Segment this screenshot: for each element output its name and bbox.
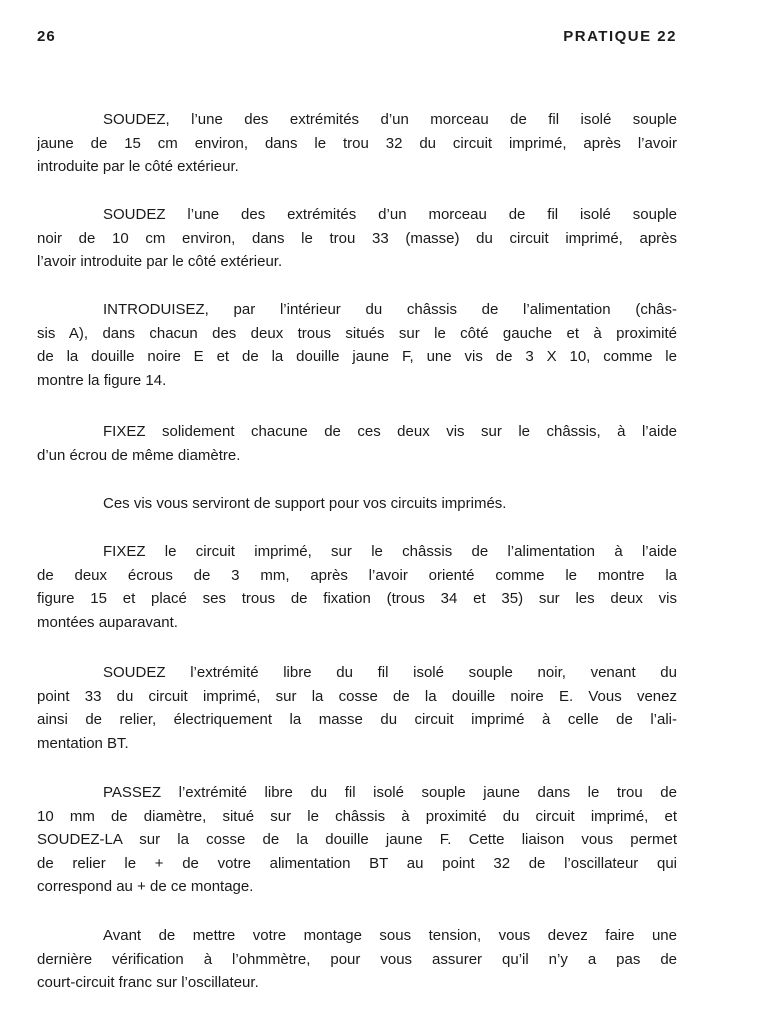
text-line: figure 15 et placé ses trous de fixation (trous 34 et 35) sur les deux vis [37,590,677,607]
text-line: court-circuit franc sur l’oscillateur. [37,974,259,991]
paragraph-solder-black-end [37,661,677,755]
text-line: introduite par le côté extérieur. [37,158,239,175]
text-line: d’un écrou de même diamètre. [37,446,241,464]
paragraph-fix-circuit [37,540,677,634]
text-line: FIXEZ solidement chacune de ces deux vis sur le châssis, à l’aide [103,423,677,440]
text-line: dernière vérification à l’ohmmètre, pour vous assurer qu’il n’y a pas de [37,950,677,968]
text-line: Avant de mettre votre montage sous tension, vous devez faire une [103,927,677,944]
section-title: PRATIQUE 22 [563,28,677,45]
text-line: mentation BT. [37,734,129,752]
text-line: correspond au + de ce montage. [37,878,254,895]
text-line: SOUDEZ, l’une des extrémités d’un morceau de fil isolé souple [103,111,677,128]
text-line: de la douille noire E et de la douille jaune F, une vis de 3 X 10, comme le [37,348,677,365]
text-line: montées auparavant. [37,613,178,631]
text-line: de deux écrous de 3 mm, après l’avoir orienté comme le montre la [37,566,677,584]
text-line: SOUDEZ-LA sur la cosse de la douille jaune F. Cette liaison vous permet [37,831,677,848]
text-line: jaune de 15 cm environ, dans le trou 32 du circuit imprimé, après l’avoir [37,134,677,152]
text-line: noir de 10 cm environ, dans le trou 33 (masse) du circuit imprimé, après [37,229,677,247]
text-line: Ces vis vous serviront de support pour vos circuits imprimés. [103,495,507,512]
page-number: 26 [37,28,56,45]
paragraph-screws-support [37,492,677,516]
text-line: ainsi de relier, électriquement la masse du circuit imprimé à celle de l’ali- [37,711,677,728]
text-line: point 33 du circuit imprimé, sur la cosse de la douille noire E. Vous venez [37,687,677,705]
paragraph-fix-screws [37,420,677,467]
text-line: de relier le + de votre alimentation BT au point 32 de l’oscillateur qui [37,854,677,872]
text-line: l’avoir introduite par le côté extérieur. [37,253,283,270]
text-line: sis A), dans chacun des deux trous situés sur le côté gauche et à proximité [37,324,677,342]
text-line: PASSEZ l’extrémité libre du fil isolé souple jaune dans le trou de [103,784,677,801]
text-line: SOUDEZ l’extrémité libre du fil isolé souple noir, venant du [103,664,677,681]
text-line: INTRODUISEZ, par l’intérieur du châssis de l’alimentation (châs- [103,301,677,318]
paragraph-solder-black-wire [37,203,677,274]
paragraph-solder-yellow-wire [37,108,677,179]
text-line: FIXEZ le circuit imprimé, sur le châssis de l’alimentation à l’aide [103,543,677,560]
paragraph-pass-yellow-wire [37,781,677,899]
text-line: montre la figure 14. [37,371,167,389]
text-line: 10 mm de diamètre, situé sur le châssis à proximité du circuit imprimé, et [37,807,677,825]
paragraph-final-check [37,924,677,995]
paragraph-introduce-screws [37,298,677,392]
text-line: SOUDEZ l’une des extrémités d’un morceau de fil isolé souple [103,206,677,223]
